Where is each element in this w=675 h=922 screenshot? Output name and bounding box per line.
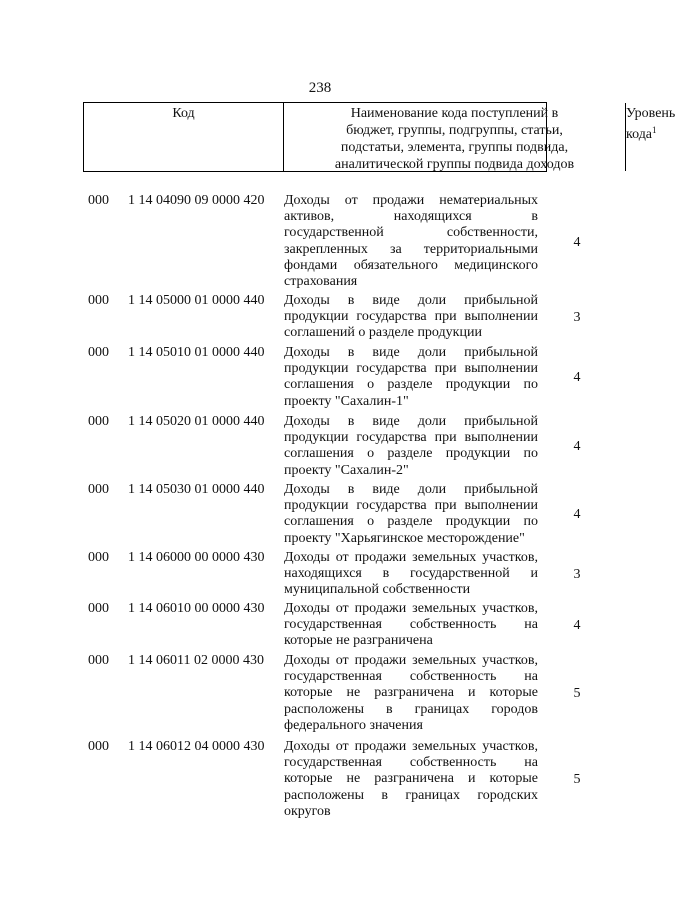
row-name-line: закрепленных за территориальными — [284, 241, 538, 257]
row-level: 4 — [573, 618, 581, 634]
row-name-line: которые не разграничена и которые — [284, 685, 538, 701]
row-prefix: 000 — [88, 653, 109, 668]
row-code: 1 14 05010 01 0000 440 — [128, 345, 265, 360]
row-code: 1 14 04090 09 0000 420 — [128, 193, 265, 208]
row-name-line: которые не разграничена — [284, 633, 433, 649]
row-name-line: государственная собственность на — [284, 617, 538, 633]
row-prefix: 000 — [88, 739, 109, 754]
row-name-line: Доходы от продажи земельных участков, — [284, 601, 538, 616]
row-name-line: соглашения о разделе продукции по — [284, 514, 538, 530]
header-name-line: аналитической группы подвида доходов — [334, 157, 575, 172]
header-level-footnote: 1 — [652, 125, 657, 135]
row-name — [284, 414, 538, 479]
row-name-line: которые не разграничена и которые — [284, 771, 538, 787]
row-name-line: активов, находящихся в — [284, 209, 538, 225]
table-header: Код Наименование кода поступлений в бюджет, группы, подгруппы, статьи, подстатьи, элемента, группы подвида, аналитической группы подвида доходов Уровень кода$^1$ — [83, 102, 547, 172]
page-number: 238 — [308, 80, 332, 96]
row-name — [284, 653, 538, 734]
row-name-line: муниципальной собственности — [284, 582, 471, 598]
row-name-line: Доходы в виде доли прибыльной — [284, 482, 538, 497]
row-name-line: округов — [284, 803, 331, 819]
row-code: 1 14 06000 00 0000 430 — [128, 550, 265, 565]
row-level: 4 — [573, 507, 581, 523]
row-name — [284, 482, 538, 547]
header-name-line: Наименование кода поступлений в — [350, 106, 559, 121]
row-level: 3 — [573, 567, 581, 583]
row-name-line: соглашения о разделе продукции по — [284, 446, 538, 462]
header-name-line: подстатьи, элемента, группы подвида, — [340, 140, 569, 155]
row-name — [284, 601, 538, 650]
row-name-line: проекту "Сахалин-2" — [284, 462, 409, 478]
row-name-line: государственной собственности, — [284, 225, 538, 241]
row-name-line: соглашений о разделе продукции — [284, 325, 482, 341]
row-code: 1 14 06011 02 0000 430 — [128, 653, 264, 668]
row-code: 1 14 06012 04 0000 430 — [128, 739, 265, 754]
row-prefix: 000 — [88, 293, 109, 308]
row-name-line: Доходы от продажи земельных участков, — [284, 653, 538, 668]
header-level-text: кода — [626, 127, 653, 142]
row-level: 5 — [573, 686, 581, 702]
row-name-line: Доходы от продажи земельных участков, — [284, 739, 538, 754]
row-name-line: расположены в границах городских — [284, 787, 538, 803]
row-name-line: государственная собственность на — [284, 755, 538, 771]
row-name-line: фондами обязательного медицинского — [284, 257, 538, 273]
row-name-line: продукции государства при выполнении — [284, 309, 538, 325]
row-name-line: продукции государства при выполнении — [284, 498, 538, 514]
row-name — [284, 293, 538, 342]
row-name-line: продукции государства при выполнении — [284, 361, 538, 377]
header-name — [284, 103, 626, 171]
row-prefix: 000 — [88, 345, 109, 360]
row-name-line: федерального значения — [284, 717, 423, 733]
header-name-line: бюджет, группы, подгруппы, статьи, — [346, 123, 563, 138]
row-name-line: Доходы в виде доли прибыльной — [284, 414, 538, 429]
header-code: Код — [84, 103, 284, 171]
row-name-line: находящихся в государственной и — [284, 566, 538, 582]
row-name-line: Доходы в виде доли прибыльной — [284, 345, 538, 360]
row-prefix: 000 — [88, 482, 109, 497]
row-code: 1 14 06010 00 0000 430 — [128, 601, 265, 616]
row-prefix: 000 — [88, 193, 109, 208]
row-prefix: 000 — [88, 601, 109, 616]
row-name-line: продукции государства при выполнении — [284, 430, 538, 446]
row-prefix: 000 — [88, 414, 109, 429]
row-level: 5 — [573, 772, 581, 788]
row-name-line: проекту "Харьягинское месторождение" — [284, 530, 525, 546]
row-name-line: Доходы в виде доли прибыльной — [284, 293, 538, 308]
row-name — [284, 739, 538, 820]
row-level: 4 — [573, 439, 581, 455]
row-name — [284, 550, 538, 599]
row-name-line: Доходы от продажи нематериальных — [284, 193, 538, 208]
row-code: 1 14 05030 01 0000 440 — [128, 482, 265, 497]
row-level: 4 — [573, 370, 581, 386]
row-level: 3 — [573, 310, 581, 326]
row-name-line: страхования — [284, 273, 358, 289]
row-name-line: проекту "Сахалин-1" — [284, 393, 409, 409]
row-code: 1 14 05020 01 0000 440 — [128, 414, 265, 429]
row-name — [284, 193, 538, 290]
row-prefix: 000 — [88, 550, 109, 565]
row-name-line: расположены в границах городов — [284, 701, 538, 717]
row-name-line: государственная собственность на — [284, 669, 538, 685]
row-name-line: Доходы от продажи земельных участков, — [284, 550, 538, 565]
row-level: 4 — [573, 234, 581, 250]
row-name-line: соглашения о разделе продукции по — [284, 377, 538, 393]
row-code: 1 14 05000 01 0000 440 — [128, 293, 265, 308]
row-name — [284, 345, 538, 410]
